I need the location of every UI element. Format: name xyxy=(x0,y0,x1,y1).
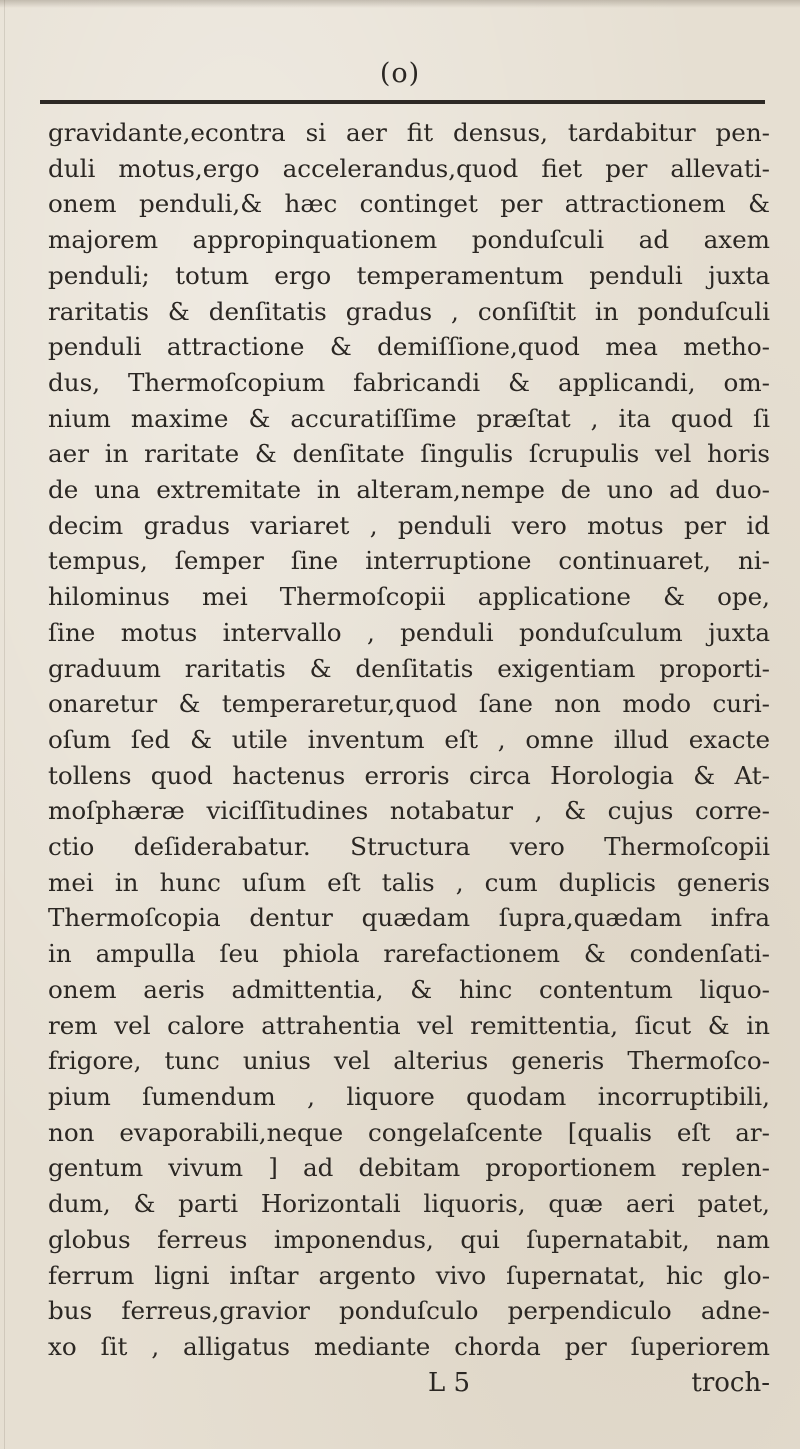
text-line: dum, & parti Horizontali liquoris, quæ aeri patet, xyxy=(48,1189,770,1219)
text-line: nium maxime & accuratiſſime præſtat , ita quod ſi xyxy=(48,403,770,433)
text-line: bus ferreus,gravior ponduſculo perpendiculo adne- xyxy=(48,1296,770,1326)
body-text xyxy=(48,115,770,1365)
text-line: rem vel calore attrahentia vel remittentia, ſicut & in xyxy=(48,1010,770,1040)
text-line: onem penduli,& hæc continget per attractionem & xyxy=(48,189,770,219)
text-line: gravidante,econtra si aer fit densus, tardabitur pen- xyxy=(48,118,770,147)
text-line: ſine motus intervallo , penduli ponduſculum juxta xyxy=(48,617,770,647)
text-line: aer in raritate & denſitate ſingulis ſcrupulis vel horis xyxy=(48,439,770,469)
text-line: graduum raritatis & denſitatis exigentiam proporti- xyxy=(48,653,770,683)
text-line: oſum ſed & utile inventum eſt , omne illud exacte xyxy=(48,724,770,754)
text-line: onaretur & temperaretur,quod ſane non modo curi- xyxy=(48,689,770,719)
page-footer xyxy=(48,1368,770,1402)
text-line: decim gradus variaret , penduli vero motus per id xyxy=(48,510,770,540)
text-line: tollens quod hactenus erroris circa Horologia & At- xyxy=(48,760,770,790)
text-line: mei in hunc uſum eſt talis , cum duplicis generis xyxy=(48,867,770,897)
text-line: pium ſumendum , liquore quodam incorruptibili, xyxy=(48,1081,770,1111)
text-line: duli motus,ergo accelerandus,quod fiet per allevati- xyxy=(48,153,770,183)
signature-mark: L 5 xyxy=(428,1368,471,1398)
text-line: Thermoſcopia dentur quædam ſupra,quædam infra xyxy=(48,903,770,933)
catchword: troch- xyxy=(691,1368,770,1398)
page-fold-line xyxy=(4,0,5,1449)
text-line: penduli; totum ergo temperamentum penduli juxta xyxy=(48,260,770,290)
page-top-edge xyxy=(0,0,800,8)
text-line: ctio deſiderabatur. Structura vero Thermoſcopii xyxy=(48,832,770,862)
text-line: non evaporabili,neque congelaſcente [qualis eſt ar- xyxy=(48,1117,770,1147)
text-line: frigore, tunc unius vel alterius generis Thermoſco- xyxy=(48,1046,770,1076)
text-line: raritatis & denſitatis gradus , conſiſtit in ponduſculi xyxy=(48,296,770,326)
text-line: globus ferreus imponendus, qui ſupernatabit, nam xyxy=(48,1224,770,1254)
text-line: majorem appropinquationem ponduſculi ad axem xyxy=(48,225,770,255)
header-rule xyxy=(40,100,765,104)
text-line: ferrum ligni inſtar argento vivo ſupernatat, hic glo- xyxy=(48,1260,770,1290)
text-line: moſphæræ viciſſitudines notabatur , & cujus corre- xyxy=(48,796,770,826)
text-line: gentum vivum ] ad debitam proportionem replen- xyxy=(48,1153,770,1183)
page-number: (o) xyxy=(379,58,421,89)
text-line: in ampulla ſeu phiola rarefactionem & condenſati- xyxy=(48,939,770,969)
text-line: dus, Thermoſcopium fabricandi & applicandi, om- xyxy=(48,367,770,397)
text-line: penduli attractione & demiſſione,quod mea metho- xyxy=(48,332,770,362)
text-line: hilominus mei Thermoſcopii applicatione & ope, xyxy=(48,582,770,612)
text-line: de una extremitate in alteram,nempe de uno ad duo- xyxy=(48,475,770,505)
text-line: tempus, ſemper ſine interruptione continuaret, ni- xyxy=(48,546,770,576)
text-line: xo ſit , alligatus mediante chorda per ſuperiorem xyxy=(48,1331,770,1361)
text-line: onem aeris admittentia, & hinc contentum liquo- xyxy=(48,974,770,1004)
